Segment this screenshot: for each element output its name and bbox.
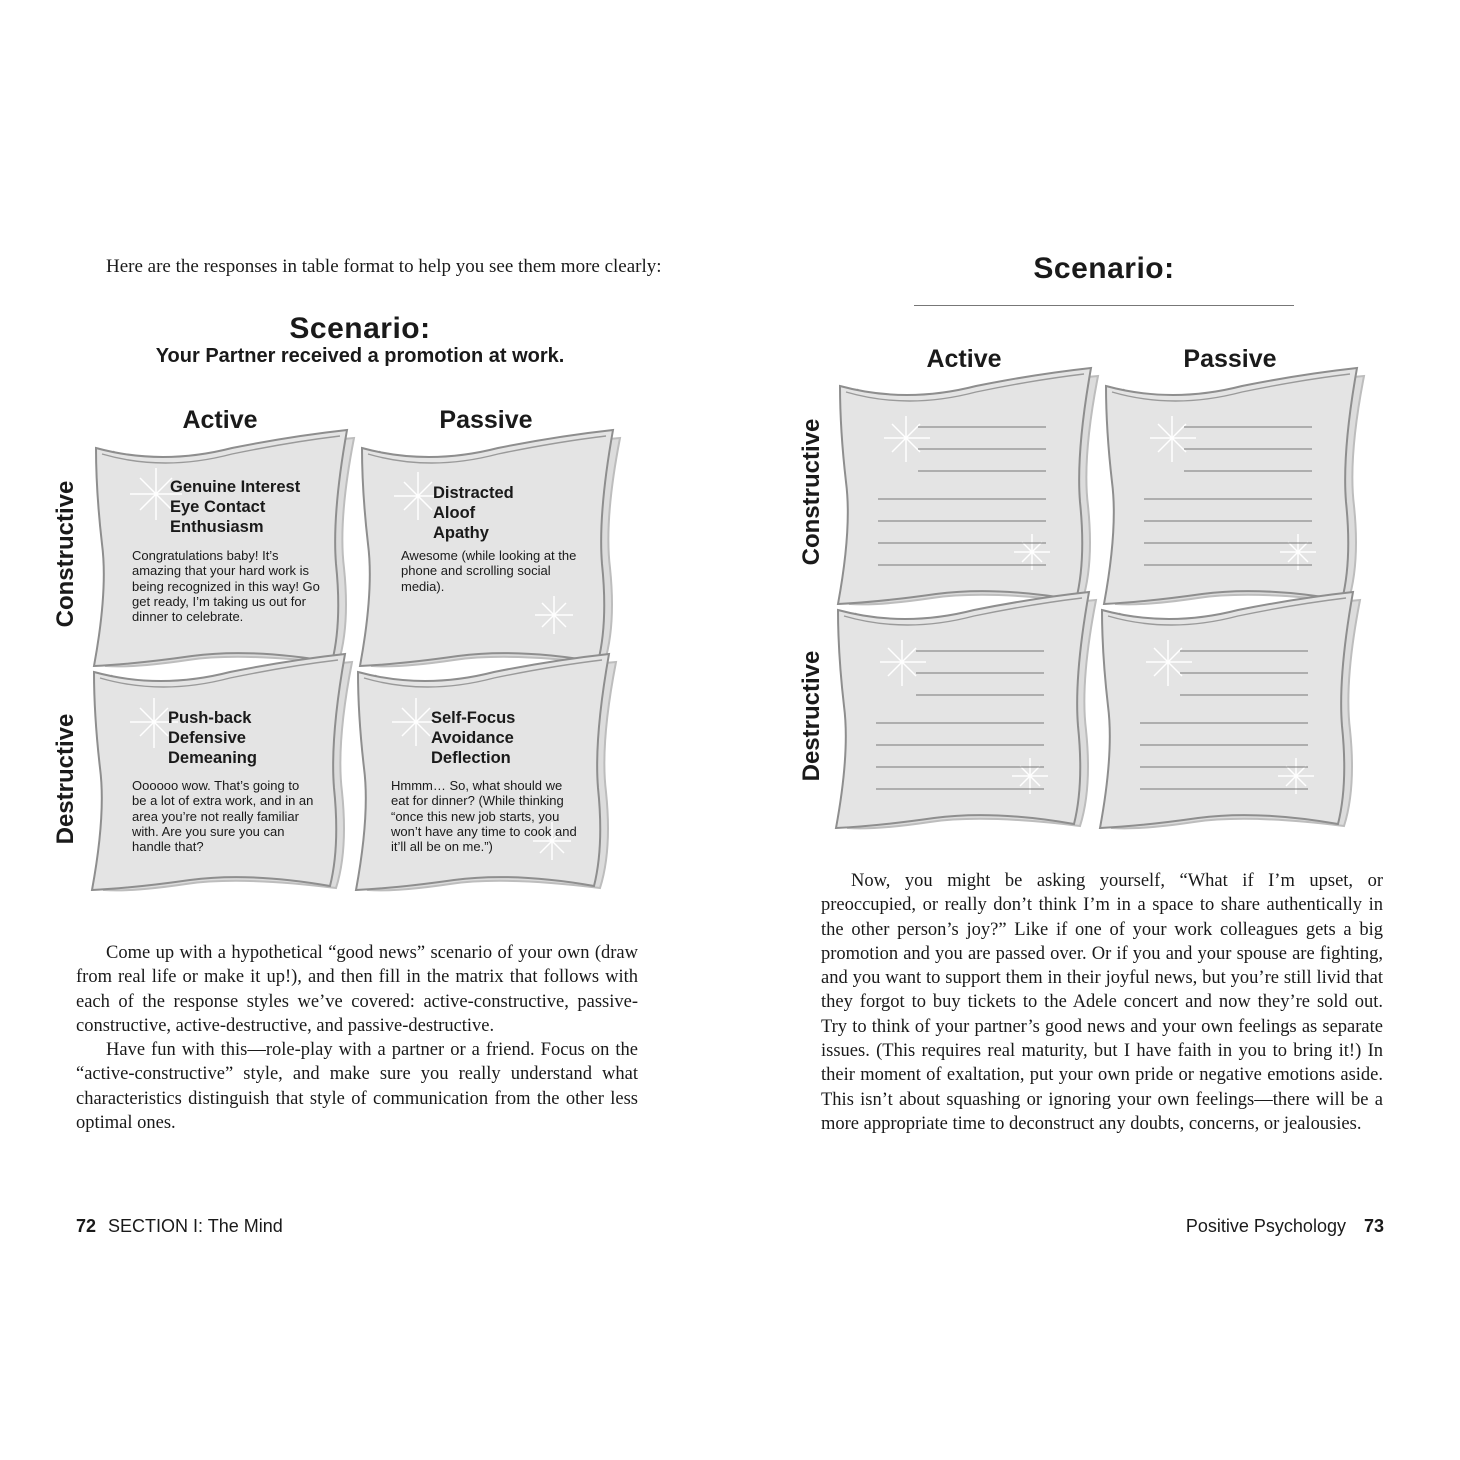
right-col-passive: Passive [1183, 345, 1277, 373]
cell-quote: Awesome (while looking at the phone and scrolling social media). [401, 548, 577, 594]
cell-quote: Hmmm… So, what should we eat for dinner? (While thinking “once this new job starts, you won’t have any time to cook and it’ll all be on me.”) [391, 778, 577, 855]
left-row-destructive: Destructive [52, 713, 79, 845]
cell-traits: Genuine Interest Eye Contact Enthusiasm [170, 478, 301, 536]
right-row-constructive: Constructive [798, 418, 825, 566]
right-body-text [821, 869, 1383, 1136]
left-col-passive: Passive [439, 406, 533, 434]
tile-shape [354, 654, 619, 894]
right-folio [1100, 1216, 1384, 1237]
cell-traits: Self-Focus Avoidance Deflection [431, 709, 516, 767]
blank-cell-active-constructive[interactable] [836, 368, 1101, 608]
cell-quote: Oooooo wow. That’s going to be a lot of extra work, and in an area you’re not really familiar with. Are you sure you can handle that? [132, 778, 314, 855]
left-scenario-title: Scenario: [289, 312, 431, 345]
left-col-active: Active [182, 406, 258, 434]
cell-traits: Distracted Aloof Apathy [433, 484, 514, 542]
tile-shape [1102, 368, 1367, 608]
page-number: 72 [76, 1216, 97, 1236]
tile-shape [836, 368, 1101, 608]
blank-cell-active-destructive[interactable] [834, 592, 1099, 832]
cell-traits: Push-back Defensive Demeaning [168, 709, 257, 767]
right-scenario-title: Scenario: [1033, 252, 1175, 285]
cell-quote: Congratulations baby! It’s amazing that your hard work is being recognized in this way! Go get ready, I’m taking us out for dinner to celebrate. [132, 548, 320, 625]
blank-cell-passive-destructive[interactable] [1098, 592, 1363, 832]
scenario-write-line[interactable] [914, 305, 1294, 306]
left-row-constructive: Constructive [52, 480, 79, 628]
left-body-text [76, 941, 638, 1135]
cell-active-destructive [90, 654, 355, 894]
blank-cell-passive-constructive[interactable] [1102, 368, 1367, 608]
running-head: Positive Psychology [1185, 1216, 1346, 1236]
tile-shape [1098, 592, 1363, 832]
page-number: 73 [1363, 1216, 1384, 1236]
tile-shape [90, 654, 355, 894]
paragraph: Have fun with this—role-play with a partner or a friend. Focus on the “active-constructive” style, and make sure you really understand what characteristics distinguish that style of communication from the other less optimal ones. [76, 1040, 638, 1134]
right-col-active: Active [926, 345, 1002, 373]
right-row-destructive: Destructive [798, 650, 825, 782]
cell-passive-constructive [358, 430, 623, 670]
left-folio [76, 1216, 283, 1237]
paragraph: Now, you might be asking yourself, “What if I’m upset, or preoccupied, or really don’t think I’m in a space to share authentically in the other person’s joy?” Like if one of your work colleagues gets a big promotion and you are passed over. Or if you and your spouse are fighting, and you want to support them in their joyful news, but you’re still livid that they forgot to buy tickets to the Adele concert and now they’re sold out. Try to think of your partner’s good news and your own feelings as separate issues. (This requires real maturity, but I have faith in you to bring it!) In their moment of exaltation, put your own pride or negative emotions aside. This isn’t about squashing or ignoring your own feelings—there will be a more appropriate time to deconstruct any doubts, concerns, or jealousies. [821, 871, 1383, 1134]
intro-text: Here are the responses in table format to help you see them more clearly: [106, 256, 662, 277]
left-scenario-subtitle: Your Partner received a promotion at work. [155, 345, 565, 367]
paragraph: Come up with a hypothetical “good news” scenario of your own (draw from real life or make it up!), and then fill in the matrix that follows with each of the response styles we’ve covered: active-constructive, passive-constructive, active-destructive, and passive-destructive. [76, 943, 638, 1036]
cell-passive-destructive [354, 654, 619, 894]
tile-shape [834, 592, 1099, 832]
running-head: SECTION I: The Mind [108, 1216, 283, 1236]
cell-active-constructive [92, 430, 357, 670]
